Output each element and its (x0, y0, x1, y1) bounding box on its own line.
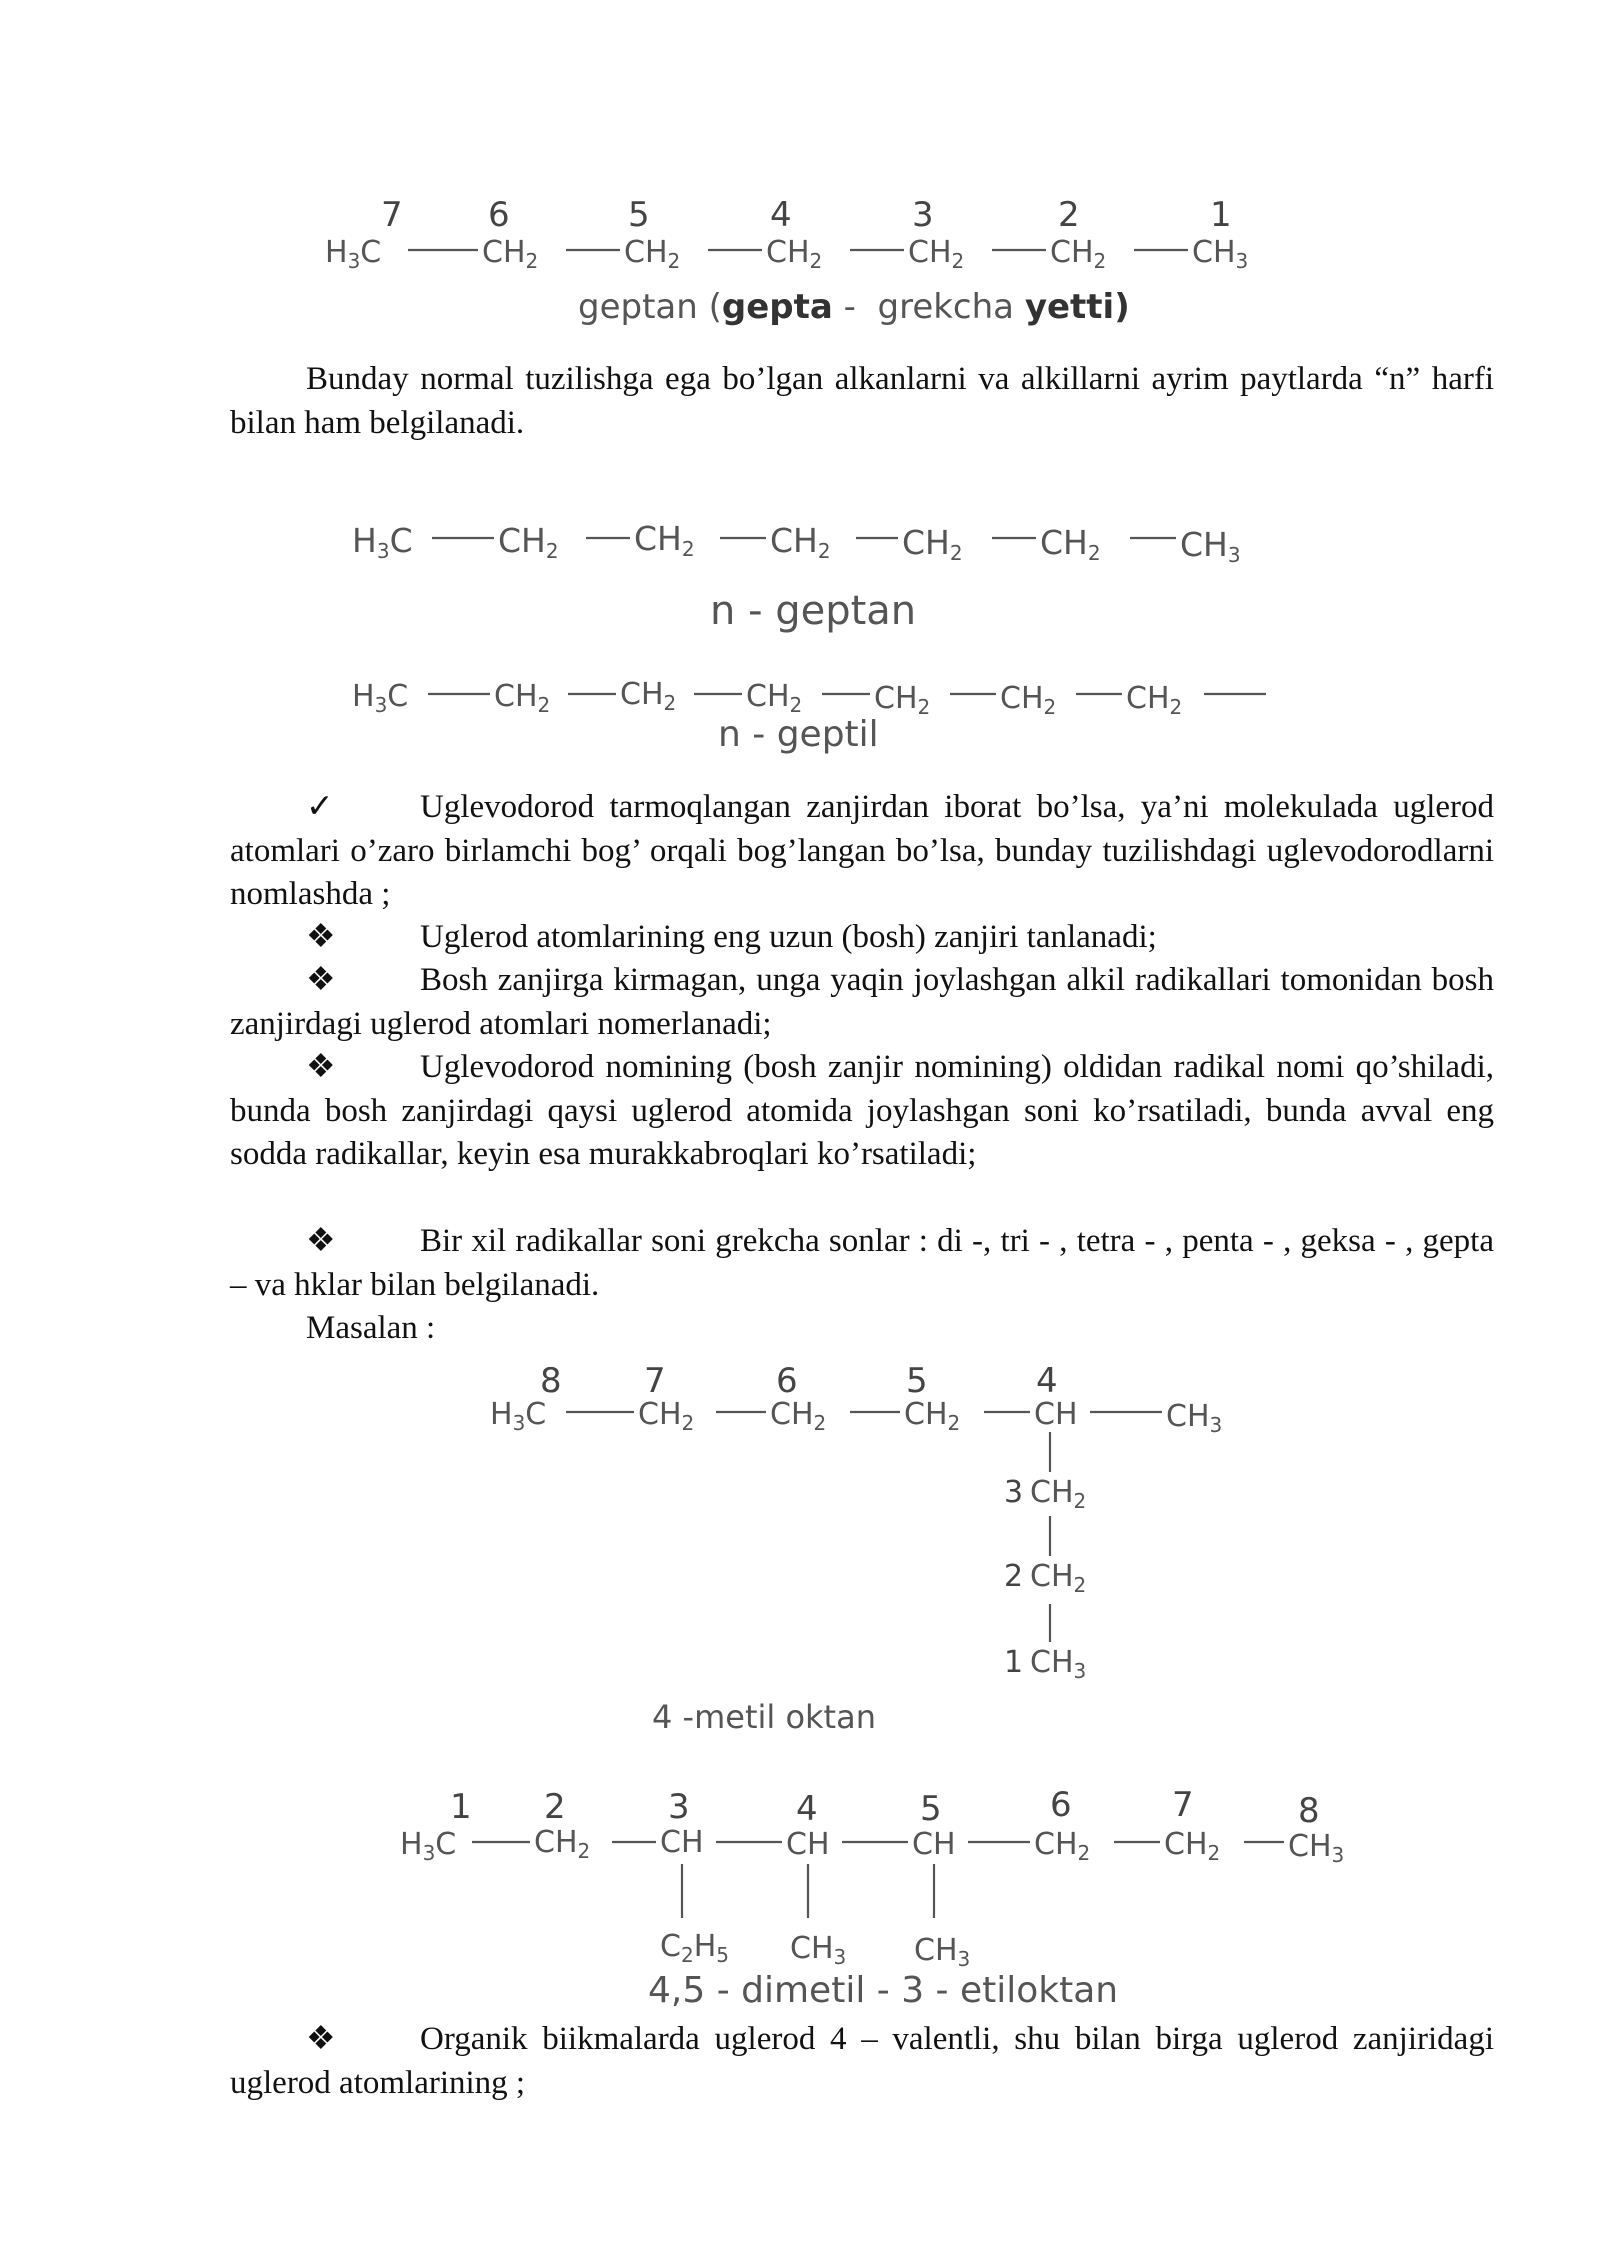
svg-text:CH3: $CH_3$ (790, 1931, 847, 1969)
svg-text:CH2: $CH_2$ (1126, 681, 1183, 719)
paragraph-text: Bir xil radikallar soni grekcha sonlar : di -, tri - , tetra - , penta - , geksa - , gepta – va hklar bilan belgilanadi. (230, 1223, 1494, 1303)
heptane-structural-formula (0, 180, 1600, 340)
dimethyl-ethyloctane-formula (0, 1770, 1600, 2030)
paragraph-text: Bosh zanjirga kirmagan, unga yaqin joylashgan alkil radikallari tomonidan bosh zanjirdagi uglerod atomlari nomerlanadi; (230, 962, 1494, 1042)
svg-text:H3C: $H_3C$ (490, 1397, 547, 1435)
svg-text:6: 6 (1050, 1785, 1072, 1825)
svg-text:CH2: $CH_2$ (904, 1397, 961, 1435)
atom-ch2: $CH_2$ (1050, 235, 1107, 273)
svg-text:CH3: $CH_3$ (1166, 1399, 1223, 1437)
svg-text:7: 7 (644, 1361, 666, 1401)
svg-text:3: 3 (1004, 1475, 1024, 1510)
paragraph-text: Organik biikmalarda uglerod 4 – valentli, shu bilan birga uglerod zanjiridagi uglerod atomlarining ; (230, 2021, 1494, 2101)
svg-text:CH2: CH2 (498, 521, 559, 563)
svg-text:CH: CH (912, 1827, 956, 1862)
atom-ch2: $CH_2$ (482, 235, 539, 273)
svg-text:CH2: CH2 (902, 523, 963, 565)
n-heptane-formula (0, 500, 1600, 640)
svg-text:CH2: $CH_2$ (1030, 1475, 1087, 1513)
paragraph-rule-greek-prefixes (230, 1220, 1494, 1307)
paragraph-text: Uglevodorod tarmoqlangan zanjirdan iborat bo’lsa, ya’ni molekulada uglerod atomlari o’zaro birlamchi bog’ orqali bog’langan bo’lsa, bunday tuzilishdagi uglevodorodlarni nomlashda ; (230, 789, 1494, 912)
svg-text:5: 5 (906, 1361, 928, 1401)
svg-text:5: 5 (920, 1789, 942, 1829)
svg-text:CH: CH (1034, 1397, 1078, 1432)
svg-text:CH3: CH3 (1180, 525, 1241, 567)
carbon-number: 4 (770, 195, 792, 235)
diamond-bullet-icon: ❖ (306, 962, 336, 998)
svg-text:8: 8 (540, 1361, 562, 1401)
svg-text:CH2: $CH_2$ (494, 679, 551, 717)
paragraph-carbon-valence (230, 2018, 1494, 2105)
diamond-bullet-icon: ❖ (306, 1049, 336, 1085)
svg-text:1: 1 (450, 1787, 472, 1827)
paragraph-normal-alkanes: Bunday normal tuzilishga ega bo’lgan alkanlarni va alkillarni ayrim paytlarda “n” harfi bilan ham belgilanadi. (230, 361, 1494, 441)
atom-ch2: $CH_2$ (908, 235, 965, 273)
svg-text:CH2: $CH_2$ (1030, 1559, 1087, 1597)
svg-text:CH3: $CH_3$ (1288, 1829, 1345, 1867)
svg-text:CH2: $CH_2$ (1034, 1827, 1091, 1865)
carbon-numbers (381, 195, 1232, 235)
svg-text:CH2: $CH_2$ (770, 1397, 827, 1435)
paragraph-rule-numbering (230, 959, 1494, 1046)
paragraph-rule-longest-chain (230, 916, 1494, 960)
svg-text:H3C: H3C (352, 521, 413, 563)
check-icon: ✓ (306, 789, 334, 825)
formula-caption: 4,5 - dimetil - 3 - etiloktan (648, 1970, 1119, 2011)
atom-ch2: $CH_2$ (624, 235, 681, 273)
carbon-number: 6 (488, 195, 510, 235)
atom-ch3-terminal: $H_3C$ (325, 235, 382, 273)
paragraph-branched-chain (230, 786, 1494, 917)
svg-text:7: 7 (1172, 1785, 1194, 1825)
svg-text:2: 2 (1004, 1559, 1024, 1594)
atom-ch3-terminal: $CH_3$ (1192, 235, 1249, 273)
carbon-number: 7 (381, 195, 403, 235)
formula-caption: n - geptan (710, 588, 917, 634)
formula-caption: 4 -metil oktan (652, 1698, 876, 1736)
svg-text:CH2: $CH_2$ (746, 679, 803, 717)
atom-ch2: $CH_2$ (766, 235, 823, 273)
svg-text:CH2: CH2 (1040, 523, 1101, 565)
svg-text:CH2: CH2 (634, 519, 695, 561)
svg-text:CH2: $CH_2$ (874, 681, 931, 719)
svg-text:C2H5: $C_2H_5$ (660, 1929, 729, 1967)
svg-text:8: 8 (1298, 1791, 1320, 1831)
carbon-number: 1 (1210, 195, 1232, 235)
n-heptyl-formula (0, 660, 1600, 760)
chain-atoms (325, 235, 1248, 273)
paragraph-text: Uglerod atomlarining eng uzun (bosh) zanjiri tanlanadi; (420, 919, 1157, 955)
diamond-bullet-icon: ❖ (306, 1223, 336, 1259)
carbon-number: 5 (628, 195, 650, 235)
svg-text:CH2: $CH_2$ (534, 1825, 591, 1863)
svg-text:CH3: $CH_3$ (914, 1933, 971, 1971)
diamond-bullet-icon: ❖ (306, 2021, 336, 2057)
svg-text:CH2: $CH_2$ (638, 1397, 695, 1435)
svg-text:CH3: $CH_3$ (1030, 1645, 1087, 1683)
svg-text:4: 4 (796, 1789, 818, 1829)
diamond-bullet-icon: ❖ (306, 919, 336, 955)
paragraph-text: Uglevodorod nomining (bosh zanjir nomining) oldidan radikal nomi qo’shiladi, bunda bosh zanjirdagi qaysi uglerod atomida joylashgan soni ko’rsatiladi, bunda avval eng sodda radikallar, keyin esa murakkabroqlari ko’rsatiladi; (230, 1049, 1494, 1172)
svg-text:CH2: CH2 (770, 521, 831, 563)
svg-text:4: 4 (1036, 1361, 1058, 1401)
svg-text:CH: CH (660, 1825, 704, 1860)
svg-text:2: 2 (544, 1787, 566, 1827)
svg-text:6: 6 (776, 1361, 798, 1401)
paragraph-rule-radical-name (230, 1046, 1494, 1177)
paragraph-example-label: Masalan : (306, 1310, 436, 1346)
svg-text:CH: CH (786, 1827, 830, 1862)
svg-text:CH2: $CH_2$ (1000, 681, 1057, 719)
formula-caption: n - geptil (718, 714, 879, 755)
carbon-number: 2 (1058, 195, 1080, 235)
methyl-octane-formula (0, 1350, 1600, 1750)
carbon-number: 3 (912, 195, 934, 235)
svg-text:H3C: $H_3C$ (400, 1827, 457, 1865)
svg-text:3: 3 (668, 1787, 690, 1827)
formula-caption: geptan (gepta - grekcha yetti) (578, 287, 1130, 327)
svg-text:1: 1 (1004, 1645, 1024, 1680)
svg-text:CH2: $CH_2$ (1164, 1827, 1221, 1865)
svg-text:H3C: $H_3C$ (352, 679, 409, 717)
svg-text:CH2: $CH_2$ (620, 677, 677, 715)
